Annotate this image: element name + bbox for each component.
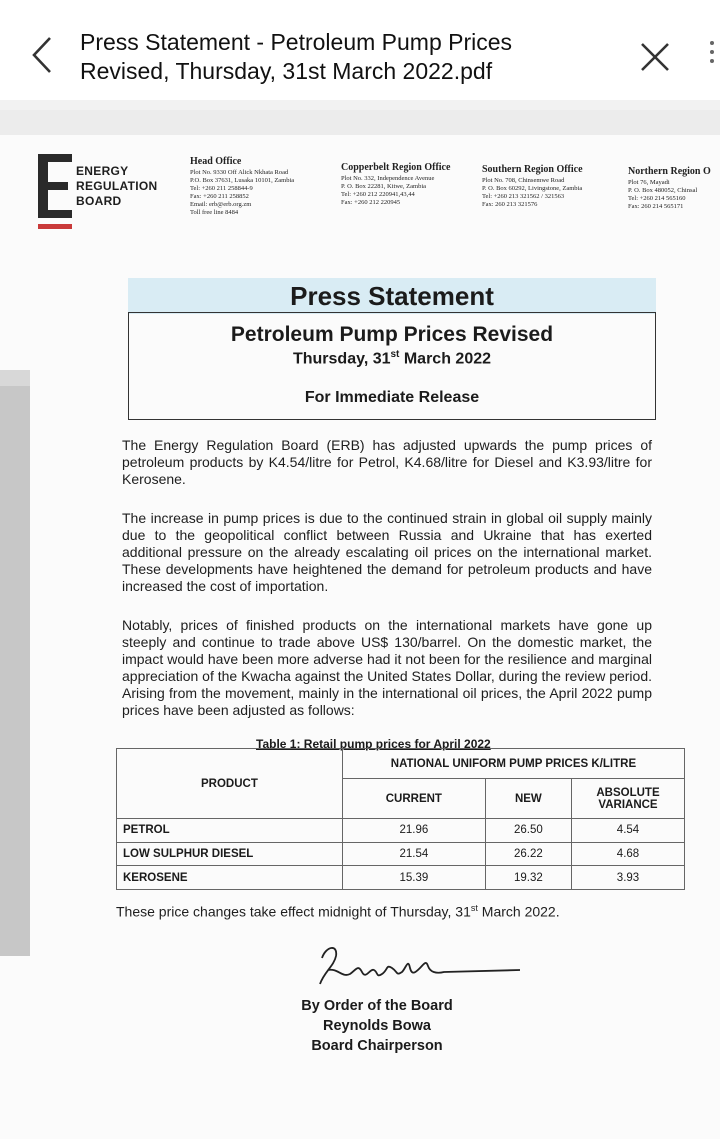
office-copperbelt <box>341 162 481 207</box>
logo-word: REGULATION <box>76 179 158 193</box>
office-line: Email: erb@erb.org.zm <box>190 201 252 208</box>
office-name: Southern Region Office <box>482 164 583 175</box>
table-row <box>117 866 685 890</box>
product-cell: PETROL <box>117 819 343 843</box>
column-header: NEW <box>485 779 571 819</box>
office-line: Fax: +260 212 220945 <box>341 199 401 206</box>
office-line: Fax: +260 211 258852 <box>190 193 249 200</box>
signature-block <box>262 996 492 1056</box>
more-dot-icon <box>710 50 714 54</box>
back-button[interactable] <box>22 30 62 80</box>
office-northern <box>628 166 720 211</box>
new-cell: 19.32 <box>485 866 571 890</box>
close-icon <box>639 41 671 73</box>
chevron-left-icon <box>31 35 53 75</box>
office-line: Fax: 260 213 321576 <box>482 201 538 208</box>
office-name: Head Office <box>190 156 242 167</box>
logo-text <box>76 164 157 209</box>
effect-text: These price changes take effect midnight of Thursday, 31 <box>116 903 471 920</box>
office-name: Copperbelt Region Office <box>341 162 451 173</box>
office-line: Plot No. 708, Chinsemwe Road <box>482 177 565 184</box>
variance-cell: 3.93 <box>572 866 685 890</box>
column-header: CURRENT <box>342 779 485 819</box>
effect-text: March 2022. <box>477 903 560 920</box>
office-line: Plot No. 332, Independence Avenue <box>341 175 435 182</box>
date-ordinal: st <box>390 349 400 360</box>
pump-prices-table <box>116 748 685 890</box>
handwritten-signature <box>312 938 532 998</box>
office-name: Northern Region O <box>628 166 711 177</box>
paragraph-2: The increase in pump prices is due to the continued strain in global oil supply mainly due to the geopolitical conflict between Russia and Ukraine that has exerted additional pressure on the already escalating oil prices on the international market. These developments have heightened the demand for petroleum products and have increased the cost of importation. <box>122 510 652 594</box>
signatory-title: Board Chairperson <box>311 1038 443 1054</box>
scan-shadow <box>0 370 30 386</box>
more-dot-icon <box>710 59 714 63</box>
effect-ordinal: st <box>470 903 478 913</box>
office-head <box>190 156 340 217</box>
more-dot-icon <box>710 41 714 45</box>
product-cell: KEROSENE <box>117 866 343 890</box>
office-line: Toll free line 8484 <box>190 209 239 216</box>
group-header: NATIONAL UNIFORM PUMP PRICES K/LITRE <box>342 749 684 779</box>
new-cell: 26.50 <box>485 819 571 843</box>
column-header: ABSOLUTE VARIANCE <box>572 779 685 819</box>
date-text: Thursday, 31 <box>292 350 391 368</box>
date-text: March 2022 <box>399 350 492 368</box>
table-row <box>117 819 685 843</box>
office-southern <box>482 164 628 209</box>
current-cell: 15.39 <box>342 866 485 890</box>
current-cell: 21.54 <box>342 842 485 866</box>
statement-heading: Petroleum Pump Prices Revised <box>230 323 554 346</box>
viewer-toolbar <box>0 0 720 100</box>
more-options-button[interactable] <box>704 36 720 80</box>
press-statement-title: Press Statement <box>290 281 494 311</box>
office-line: Plot 76, Mayadi <box>628 179 670 186</box>
statement-date <box>129 349 655 368</box>
logo-word: ENERGY <box>76 164 129 178</box>
current-cell: 21.96 <box>342 819 485 843</box>
office-line: Tel: +260 212 220941,43,44 <box>341 191 415 198</box>
variance-cell: 4.68 <box>572 842 685 866</box>
erb-logo <box>30 154 190 234</box>
office-line: P. O. Box 22281, Kitwe, Zambia <box>341 183 427 190</box>
document-title-line1: Press Statement - Petroleum Pump Prices <box>80 29 513 55</box>
variance-cell: 4.54 <box>572 819 685 843</box>
page-top-margin <box>0 110 720 135</box>
office-line: P. O. Box 480052, Chinsal <box>628 187 698 194</box>
document-page[interactable] <box>0 110 720 1139</box>
scan-shadow <box>0 386 30 956</box>
effective-date-note <box>116 903 560 920</box>
office-line: Tel: +260 213 321562 / 321563 <box>482 193 565 200</box>
table-row <box>117 842 685 866</box>
product-cell: LOW SULPHUR DIESEL <box>117 842 343 866</box>
release-note: For Immediate Release <box>304 389 480 406</box>
office-line: P. O. Box 60292, Livingstone, Zambia <box>482 185 583 192</box>
document-title-line2: Revised, Thursday, 31st March 2022.pdf <box>80 58 493 84</box>
signatory-name: Reynolds Bowa <box>323 1018 431 1034</box>
office-line: Fax: 260 214 565171 <box>628 203 684 210</box>
paragraph-1: The Energy Regulation Board (ERB) has adjusted upwards the pump prices of petroleum products by K4.54/litre for Petrol, K4.68/litre for Diesel and K3.93/litre for Kerosene. <box>122 437 652 487</box>
office-line: P.O. Box 37631, Lusaka 10101, Zambia <box>190 177 295 184</box>
logo-word: BOARD <box>76 194 122 208</box>
statement-heading-box <box>128 312 656 420</box>
office-line: Tel: +260 211 258844-9 <box>190 185 253 192</box>
office-line: Plot No. 9330 Off Alick Nkhata Road <box>190 169 289 176</box>
document-title <box>80 28 600 86</box>
new-cell: 26.22 <box>485 842 571 866</box>
signature-line: By Order of the Board <box>301 998 453 1014</box>
table-caption: Table 1: Retail pump prices for April 2022 <box>256 737 491 751</box>
product-header: PRODUCT <box>117 749 343 819</box>
office-line: Tel: +260 214 565160 <box>628 195 686 202</box>
paragraph-3: Notably, prices of finished products on the international markets have gone up steeply and continue to trade above US$ 130/barrel. On the domestic market, the impact would have been more adverse had it not been for the resilience and marginal appreciation of the Kwacha against the United States Dollar, during the review period. Arising from the movement, mainly in the international oil prices, the April 2022 pump prices have been adjusted as follows: <box>122 617 652 718</box>
close-button[interactable] <box>632 34 678 80</box>
